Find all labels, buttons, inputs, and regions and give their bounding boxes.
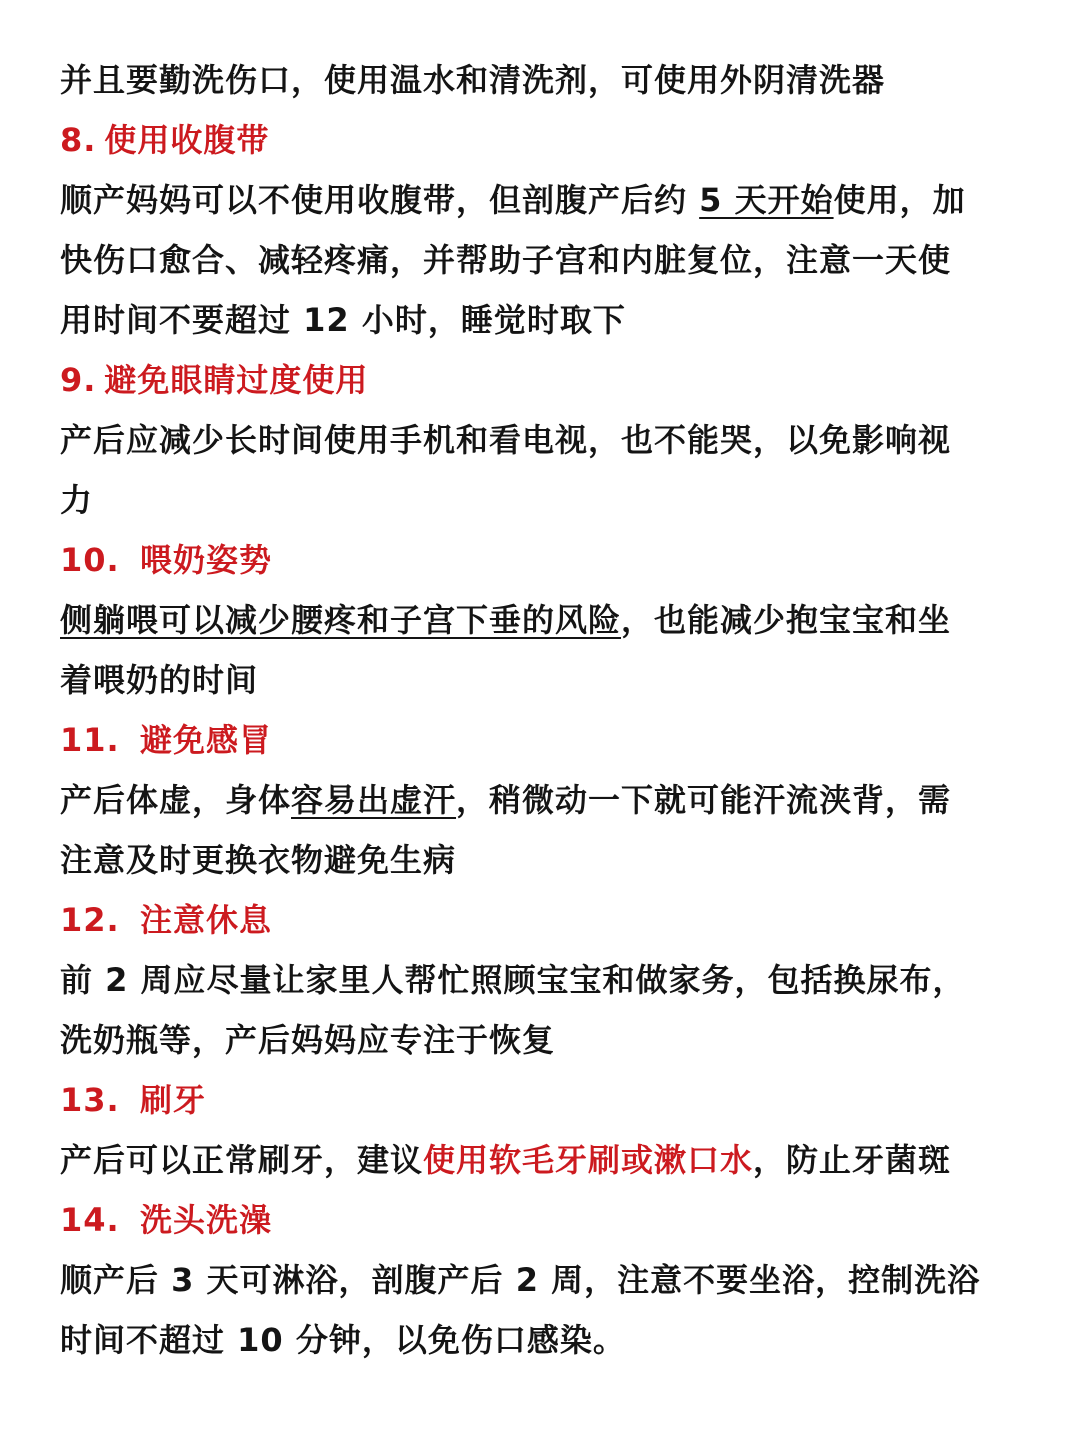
section-11-line-2: 注意及时更换衣物避免生病 [60, 841, 457, 879]
section-number: 10. [60, 541, 120, 579]
section-title: 洗头洗澡 [140, 1201, 273, 1239]
section-number: 11. [60, 721, 120, 759]
section-11-line-1 [60, 770, 1010, 830]
section-title: 使用收腹带 [104, 121, 270, 159]
section-number: 12. [60, 901, 120, 939]
section-number: 8. [60, 121, 97, 159]
section-heading-8 [60, 110, 1010, 170]
text-run: ，稍微动一下就可能汗流浃背，需 [456, 781, 952, 819]
section-title: 注意休息 [140, 901, 273, 939]
document-page [60, 50, 1010, 1370]
section-14-line-1: 顺产后 3 天可淋浴，剖腹产后 2 周，注意不要坐浴，控制洗浴 [60, 1261, 981, 1299]
section-title: 喂奶姿势 [140, 541, 273, 579]
text-run: 产后体虚，身体 [60, 781, 292, 819]
section-heading-10 [60, 530, 1010, 590]
underlined-text: 容易出虚汗 [291, 781, 457, 819]
section-number: 13. [60, 1081, 120, 1119]
text-run: 顺产妈妈可以不使用收腹带，但剖腹产后约 [60, 181, 700, 219]
section-title: 刷牙 [140, 1081, 207, 1119]
section-heading-9 [60, 350, 1010, 410]
text-run: ，防止牙菌斑 [753, 1141, 952, 1179]
text-run: 使用，加 [833, 181, 966, 219]
section-title: 避免眼睛过度使用 [104, 361, 369, 399]
section-heading-11 [60, 710, 1010, 770]
section-heading-12 [60, 890, 1010, 950]
highlighted-text: 使用软毛牙刷或漱口水 [423, 1141, 754, 1179]
underlined-text: 侧躺喂可以减少腰疼和子宫下垂的风险 [60, 601, 622, 639]
section-heading-14 [60, 1190, 1010, 1250]
section-12-line-2: 洗奶瓶等，产后妈妈应专注于恢复 [60, 1021, 556, 1059]
section-number: 9. [60, 361, 97, 399]
section-10-line-2: 着喂奶的时间 [60, 661, 259, 699]
section-10-line-1 [60, 590, 1010, 650]
text-run: ，也能减少抱宝宝和坐 [621, 601, 952, 639]
section-14-line-2: 时间不超过 10 分钟，以免伤口感染。 [60, 1321, 626, 1359]
section-8-line-2: 快伤口愈合、减轻疼痛，并帮助子宫和内脏复位，注意一天使 [60, 241, 952, 279]
section-number: 14. [60, 1201, 120, 1239]
section-8-line-3: 用时间不要超过 12 小时，睡觉时取下 [60, 301, 626, 339]
section-heading-13 [60, 1070, 1010, 1130]
section-8-line-1 [60, 170, 1010, 230]
text-run: 产后可以正常刷牙，建议 [60, 1141, 424, 1179]
section-12-line-1: 前 2 周应尽量让家里人帮忙照顾宝宝和做家务，包括换尿布， [60, 961, 966, 999]
section-9-line-1: 产后应减少长时间使用手机和看电视，也不能哭，以免影响视 [60, 421, 952, 459]
section-title: 避免感冒 [140, 721, 273, 759]
intro-line: 并且要勤洗伤口，使用温水和清洗剂，可使用外阴清洗器 [60, 61, 886, 99]
section-9-line-2: 力 [60, 481, 94, 519]
section-13-line-1 [60, 1130, 1010, 1190]
underlined-text: 5 天开始 [699, 181, 834, 219]
